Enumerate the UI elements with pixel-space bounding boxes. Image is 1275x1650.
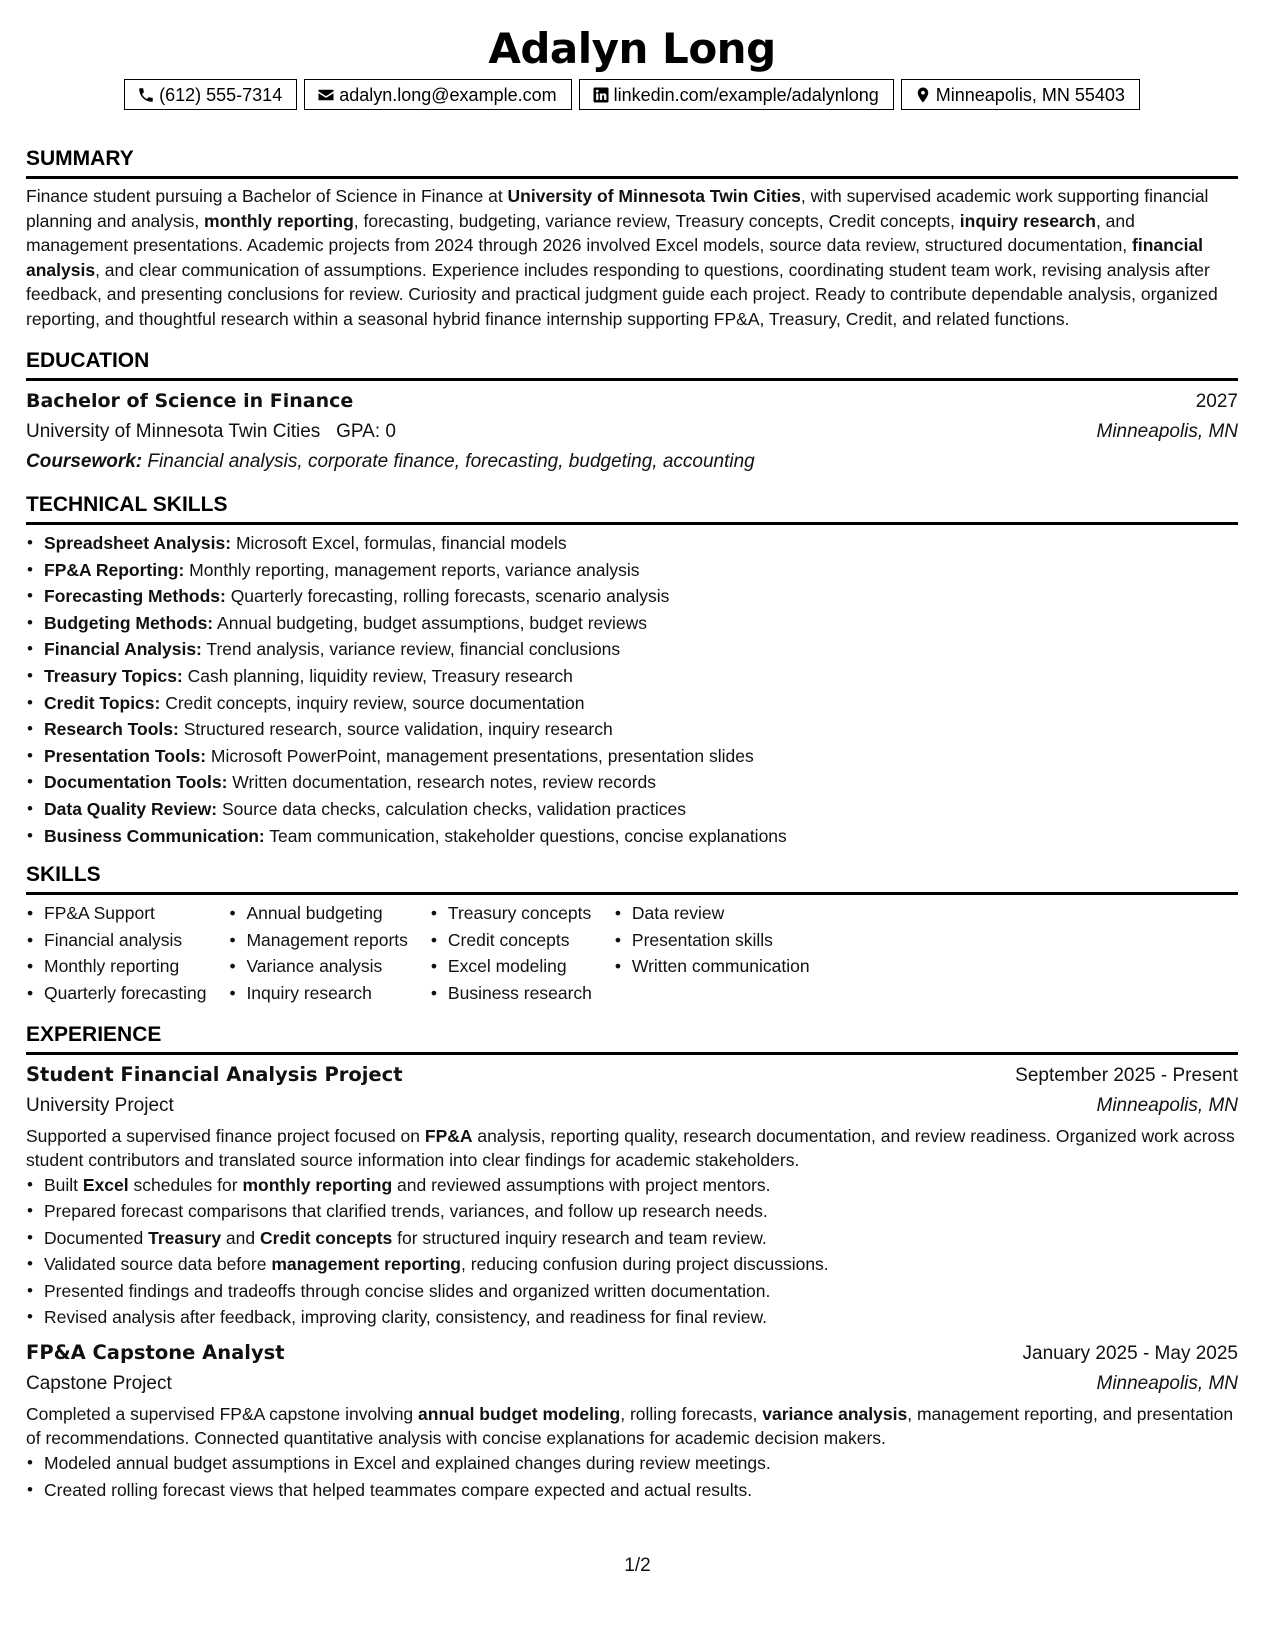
coursework-list: Financial analysis, corporate finance, forecasting, budgeting, accounting [147,451,755,472]
skill-item: • Monthly reporting [26,953,228,980]
job-bullet [26,1251,1238,1278]
graduation-year: 2027 [1195,391,1238,412]
skills-section [26,862,1238,1006]
body-text: and [221,1227,260,1248]
emphasis-text: monthly reporting [204,210,354,231]
skill-details: Quarterly forecasting, rolling forecasts, scenario analysis [225,586,670,607]
job-organization: Capstone Project [26,1373,172,1395]
job-bullet [26,1477,1238,1504]
technical-skill-item [26,743,1238,770]
job-entry [26,1338,1238,1503]
skills-column [614,900,832,1006]
technical-skill-item [26,557,1238,584]
skill-category: Spreadsheet Analysis: [44,533,232,553]
coursework [26,447,1238,477]
skill-item: • FP&A Support [26,900,228,927]
contact-email[interactable] [304,79,571,110]
skill-details: Microsoft Excel, formulas, financial models [231,533,567,553]
emphasis-text: Credit concepts [260,1227,393,1248]
job-bullet [26,1225,1238,1252]
body-text: Documented [44,1227,149,1248]
skill-details: Microsoft PowerPoint, management presentations, presentation slides [206,745,754,766]
emphasis-text: financial analysis [26,235,1204,280]
emphasis-text: management reporting [271,1254,461,1275]
technical-skill-item [26,583,1238,610]
gpa: GPA: 0 [336,421,396,442]
skill-details: Team communication, stakeholder questions, concise explanations [264,825,787,846]
contact-location [901,79,1140,110]
skill-item: • Business research [430,980,614,1007]
map-pin-icon [914,86,932,104]
job-bullet [26,1172,1238,1199]
body-text: , and clear communication of assumptions. Experience includes responding to questions, coordinating student team work, revising analysis after feedback, and presenting conclusions for review. Curiosity and practical judgment guide each project. Ready to contribute dependable analysis, organized reporting, and thoughtful research within a seasonal hybrid finance internship supporting FP&A, Treasury, Credit, and related functions. [26,259,1218,329]
body-text: Validated source data before [44,1254,272,1275]
skills-column [228,900,429,1006]
body-text: , reducing confusion during project discussions. [460,1254,829,1275]
body-text: , rolling forecasts, [620,1404,763,1425]
technical-skills-heading: TECHNICAL SKILLS [26,492,1238,525]
job-dates: September 2025 - Present [1015,1064,1238,1086]
body-text: , with supervised academic work supporting financial planning and analysis, [26,186,1209,231]
skill-category: Credit Topics: [44,692,161,713]
page-number: 1/2 [624,1555,651,1576]
candidate-name: Adalyn Long [488,24,776,73]
skill-item: • Management reports [228,927,429,954]
skill-category: Forecasting Methods: [44,586,226,607]
skill-category: Business Communication: [44,825,265,846]
skill-item: • Inquiry research [228,980,429,1007]
job-bullet [26,1278,1238,1305]
body-text: , and management presentations. Academic projects from 2024 through 2026 involved Excel models, source data review, structured documentation, [26,210,1135,255]
skill-item: • Written communication [614,953,832,980]
skill-details: Trend analysis, variance review, financial conclusions [201,639,621,660]
job-location: Minneapolis, MN [1096,1094,1238,1116]
job-bullet [26,1304,1238,1331]
skill-category: Presentation Tools: [44,745,207,766]
experience-heading: EXPERIENCE [26,1022,1238,1055]
skill-item: • Variance analysis [228,953,429,980]
skill-details: Structured research, source validation, inquiry research [178,719,613,740]
experience-section [26,1022,1238,1504]
body-text: for structured inquiry research and team review. [392,1227,767,1248]
body-text: Completed a supervised FP&A capstone involving [26,1404,419,1425]
body-text: schedules for [128,1174,243,1195]
job-bullets [26,1172,1238,1332]
emphasis-text: variance analysis [762,1404,908,1425]
technical-skill-item [26,610,1238,637]
job-list [26,1060,1238,1504]
body-text: Prepared forecast comparisons that clarified trends, variances, and follow up research needs. [44,1201,768,1222]
body-text: Built [44,1174,83,1195]
skill-category: Documentation Tools: [44,772,228,793]
skills-grid [26,900,1238,1006]
contact-email-text: adalyn.long@example.com [339,84,557,105]
body-text: Finance student pursuing a Bachelor of Science in Finance at [26,186,508,206]
summary-heading: SUMMARY [26,146,1238,179]
technical-skills-section [26,492,1238,849]
skill-category: Budgeting Methods: [44,612,214,633]
job-bullet [26,1198,1238,1225]
body-text: , management reporting, and presentation of recommendations. Connected quantitative analysis with concise explanations for academic decision makers. [26,1404,1234,1449]
technical-skill-item [26,796,1238,823]
school-location: Minneapolis, MN [1096,421,1238,442]
summary-section [26,146,1238,331]
technical-skill-item [26,636,1238,663]
emphasis-text: inquiry research [959,210,1096,231]
skill-item: • Excel modeling [430,953,614,980]
contact-location-text: Minneapolis, MN 55403 [935,84,1125,105]
degree-name: Bachelor of Science in Finance [26,390,354,412]
skill-details: Monthly reporting, management reports, variance analysis [184,559,640,580]
emphasis-text: monthly reporting [242,1174,393,1195]
skill-item: • Annual budgeting [228,900,429,927]
school-line [26,417,396,447]
technical-skill-item [26,690,1238,717]
skills-column [26,900,228,1006]
body-text: analysis, reporting quality, research documentation, and review readiness. Organized work across student contributors and translated source information into clear findings for academic stakeholders. [26,1125,1235,1170]
technical-skill-item [26,663,1238,690]
skill-details: Written documentation, research notes, review records [227,772,657,793]
skill-category: Research Tools: [44,719,179,740]
summary-text [26,184,1238,331]
emphasis-text: Treasury [148,1227,222,1248]
education-heading: EDUCATION [26,348,1238,381]
body-text: , forecasting, budgeting, variance review, Treasury concepts, Credit concepts, [353,210,960,231]
contact-phone-text: (612) 555-7314 [159,84,283,105]
contact-bar [26,79,1238,110]
body-text: Modeled annual budget assumptions in Excel and explained changes during review meetings. [44,1453,771,1474]
body-text: and reviewed assumptions with project mentors. [392,1174,771,1195]
technical-skill-item [26,716,1238,743]
skill-category: Data Quality Review: [44,798,218,819]
contact-linkedin-text: linkedin.com/example/adalynlong [613,84,879,105]
skill-details: Cash planning, liquidity review, Treasury research [182,665,573,686]
linkedin-icon [592,86,610,104]
job-bullet [26,1450,1238,1477]
coursework-label: Coursework: [26,451,143,472]
job-dates: January 2025 - May 2025 [1022,1343,1238,1365]
technical-skill-item [26,823,1238,850]
body-text: Revised analysis after feedback, improving clarity, consistency, and readiness for final review. [44,1307,768,1328]
technical-skill-item [26,530,1238,557]
education-section [26,348,1238,477]
phone-icon [137,86,155,104]
skill-item: • Presentation skills [614,927,832,954]
skills-heading: SKILLS [26,862,1238,895]
technical-skills-list [26,530,1238,849]
skill-category: Financial Analysis: [44,639,202,660]
school-name: University of Minnesota Twin Cities [26,421,321,442]
skill-details: Credit concepts, inquiry review, source documentation [160,692,585,713]
body-text: Created rolling forecast views that helped teammates compare expected and actual results. [44,1479,753,1500]
emphasis-text: Excel [82,1174,129,1195]
emphasis-text: annual budget modeling [418,1404,621,1425]
emphasis-text: University of Minnesota Twin Cities [507,186,801,206]
skill-details: Annual budgeting, budget assumptions, budget reviews [213,612,648,633]
contact-linkedin[interactable] [579,79,894,110]
skills-column [430,900,614,1006]
job-description [26,1124,1238,1172]
skill-category: Treasury Topics: [44,665,183,686]
job-description [26,1402,1238,1450]
job-entry [26,1060,1238,1332]
job-organization: University Project [26,1094,174,1116]
emphasis-text: FP&A [424,1125,473,1146]
body-text: Presented findings and tradeoffs through concise slides and organized written documentation. [44,1280,771,1301]
job-title: FP&A Capstone Analyst [26,1341,285,1365]
technical-skill-item [26,769,1238,796]
skill-category: FP&A Reporting: [44,559,185,580]
contact-phone[interactable] [124,79,297,110]
skill-item: • Credit concepts [430,927,614,954]
envelope-icon [317,86,335,104]
skill-details: Source data checks, calculation checks, validation practices [217,798,686,819]
body-text: Supported a supervised finance project focused on [26,1125,425,1146]
skill-item: • Data review [614,900,832,927]
job-bullets [26,1450,1238,1503]
job-title: Student Financial Analysis Project [26,1062,403,1086]
skill-item: • Quarterly forecasting [26,980,228,1007]
job-location: Minneapolis, MN [1096,1373,1238,1395]
skill-item: • Treasury concepts [430,900,614,927]
skill-item: • Financial analysis [26,927,228,954]
